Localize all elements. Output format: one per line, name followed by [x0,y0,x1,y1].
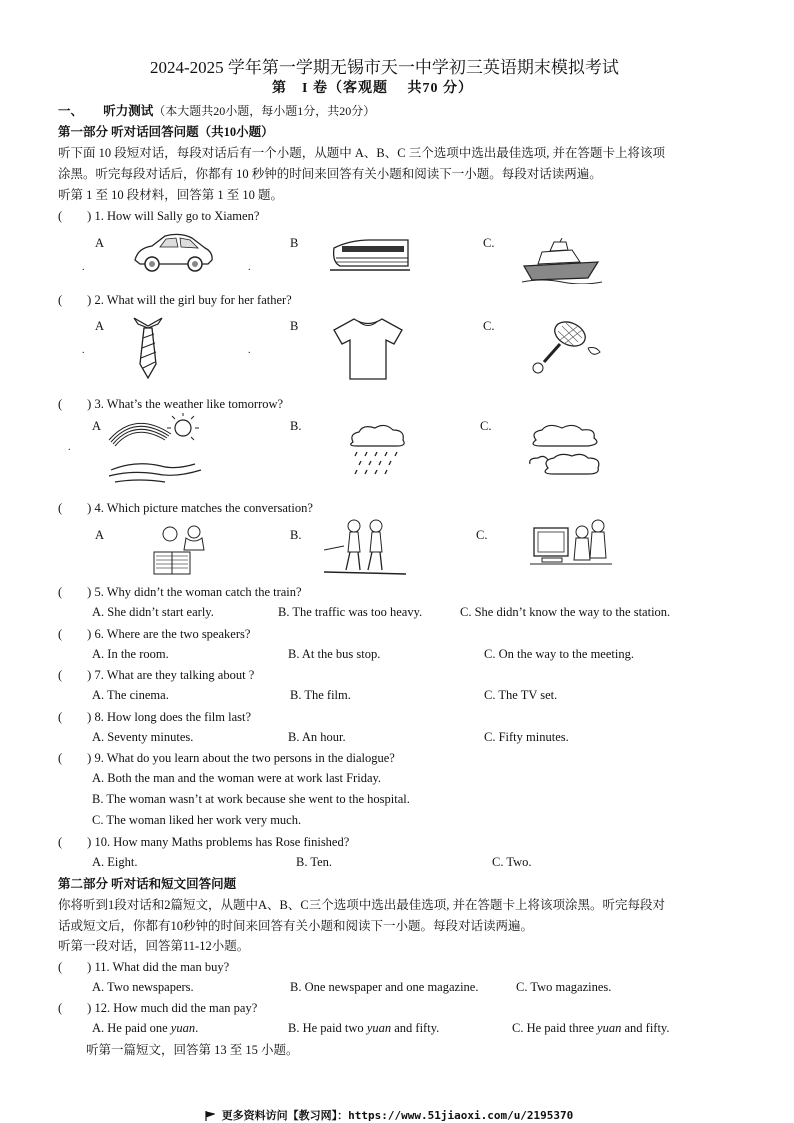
yuan-word: yuan [597,1021,622,1035]
section-heading [58,103,375,119]
q7-option-c: C. The TV set. [484,688,558,702]
part2-instruction-4: 听第一篇短文，回答第 13 至 15 小题。 [86,1043,299,1057]
question-text: 12. How much did the man pay? [94,1001,258,1015]
option-tail: and fifty. [621,1021,670,1035]
question-text: 1. How will Sally go to Xiamen? [94,209,260,223]
question-text: 8. How long does the film last? [94,710,252,724]
part1-title: 第一部分 听对话回答问题（共10小题） [58,125,274,139]
section-note: （本大题共20小题，每小题1分，共20分） [153,104,376,118]
car-image [130,230,215,275]
q6-option-c: C. On the way to the meeting. [484,647,634,661]
walking-people-image [324,518,406,580]
question-1 [58,208,259,224]
q12-option-c [512,1021,670,1036]
q1-option-b-label: B [290,236,299,250]
q2-option-c-label: C. [483,319,495,333]
question-7 [58,667,254,683]
answer-paren[interactable]: ( ) [58,835,92,849]
question-text: 6. Where are the two speakers? [94,627,251,641]
exam-subtitle: 第 I 卷（客观题 共70 分） [272,81,473,96]
question-8 [58,709,251,725]
q3-option-b-label: B. [290,419,302,433]
question-text: 5. Why didn’t the woman catch the train? [94,585,302,599]
answer-paren[interactable]: ( ) [58,751,92,765]
answer-paren[interactable]: ( ) [58,585,92,599]
exam-title: 2024-2025 学年第一学期无锡市天一中学初三英语期末模拟考试 [150,58,619,77]
section-title: 听力测试 [103,104,154,118]
q5-option-c: C. She didn’t know the way to the station. [460,605,671,619]
question-text: 4. Which picture matches the conversation? [94,501,313,515]
answer-paren[interactable]: ( ) [58,293,92,307]
q4-option-b-label: B. [290,528,302,542]
footer-text[interactable]: 更多资料访问【教习网】：https://www.51jiaoxi.com/u/2195370 [221,1109,574,1122]
answer-paren[interactable]: ( ) [58,1001,92,1015]
q8-option-c: C. Fifty minutes. [484,730,569,744]
answer-paren[interactable]: ( ) [58,960,92,974]
part2-title: 第二部分 听对话和短文回答问题 [58,877,237,891]
q12-option-a [92,1021,198,1036]
q9-option-a: A. Both the man and the woman were at work last Friday. [92,771,382,785]
q11-option-a: A. Two newspapers. [92,980,194,994]
question-9 [58,750,395,766]
reading-people-image [150,522,212,582]
q1-option-c-label: C. [483,236,495,250]
train-image [330,234,412,274]
q5-option-a: A. She didn’t start early. [92,605,214,619]
q1-option-a-label: A [95,236,105,250]
option-text: A. He paid one [92,1021,171,1035]
question-2 [58,292,292,308]
yuan-word: yuan [170,1021,196,1035]
question-11 [58,959,229,975]
tie-image [128,316,168,382]
dot-mark: . [248,262,251,273]
question-text: 9. What do you learn about the two persons in the dialogue? [94,751,395,765]
part1-instruction-3: 听第 1 至 10 段材料，回答第 1 至 10 题。 [58,188,284,202]
part1-instruction-2: 涂黑。听完每段对话后，你都有 10 秒钟的时间来回答有关小题和阅读下一小题。每段对话读两遍。 [58,167,602,181]
q10-option-b: B. Ten. [296,855,333,869]
q7-option-a: A. The cinema. [92,688,169,702]
q11-option-c: C. Two magazines. [516,980,612,994]
question-text: 2. What will the girl buy for her father? [94,293,292,307]
answer-paren[interactable]: ( ) [58,668,92,682]
q12-option-b [288,1021,439,1036]
question-text: 7. What are they talking about ? [94,668,255,682]
question-text: 3. What’s the weather like tomorrow? [94,397,284,411]
yuan-word: yuan [366,1021,392,1035]
computer-people-image [530,518,612,574]
q8-option-b: B. An hour. [288,730,346,744]
answer-paren[interactable]: ( ) [58,627,92,641]
dot-mark: . [82,262,85,273]
part1-instruction-1: 听下面 10 段短对话，每段对话后有一个小题，从题中 A、B、C 三个选项中选出最佳选项, 并在答题卡上将该项 [58,146,665,160]
question-4 [58,500,313,516]
part2-instruction-3: 听第一段对话，回答第11-12小题。 [58,939,250,953]
question-text: 10. How many Maths problems has Rose finished? [94,835,350,849]
rain-cloud-image [345,424,409,482]
q4-option-c-label: C. [476,528,488,542]
part2-instruction-1: 你将听到1段对话和2篇短文，从题中A、B、C三个选项中选出最佳选项, 并在答题卡上将该项涂黑。听完每段对 [58,898,665,912]
q2-option-b-label: B [290,319,299,333]
option-tail: . [195,1021,199,1035]
ship-image [522,238,602,284]
q9-option-b: B. The woman wasn’t at work because she went to the hospital. [92,792,410,806]
q2-option-a-label: A [95,319,105,333]
footer-link[interactable] [205,1107,573,1123]
option-text: C. He paid three [512,1021,598,1035]
q6-option-a: A. In the room. [92,647,169,661]
dot-mark: . [248,345,251,356]
answer-paren[interactable]: ( ) [58,397,92,411]
answer-paren[interactable]: ( ) [58,501,92,515]
t-shirt-image [330,316,406,382]
question-3 [58,396,283,412]
q11-option-b: B. One newspaper and one magazine. [290,980,479,994]
answer-paren[interactable]: ( ) [58,710,92,724]
question-5 [58,584,302,600]
answer-paren[interactable]: ( ) [58,209,92,223]
section-number: 一、 [58,104,84,118]
q4-option-a-label: A [95,528,105,542]
q10-option-a: A. Eight. [92,855,138,869]
q7-option-b: B. The film. [290,688,351,702]
option-tail: and fifty. [391,1021,440,1035]
question-10 [58,834,349,850]
question-6 [58,626,250,642]
q10-option-c: C. Two. [492,855,532,869]
rainbow-sun-windy-image [105,412,205,490]
q3-option-a-label: A [92,419,102,433]
q5-option-b: B. The traffic was too heavy. [278,605,423,619]
question-text: 11. What did the man buy? [94,960,230,974]
tennis-racket-image [522,318,612,378]
flag-icon [205,1111,215,1121]
question-12 [58,1000,257,1016]
part2-instruction-2: 话或短文后，你都有10秒钟的时间来回答有关小题和阅读下一小题。每段对话读两遍。 [58,919,534,933]
dot-mark: . [68,442,71,453]
q6-option-b: B. At the bus stop. [288,647,381,661]
q3-option-c-label: C. [480,419,492,433]
q9-option-c: C. The woman liked her work very much. [92,813,302,827]
q8-option-a: A. Seventy minutes. [92,730,194,744]
dot-mark: . [82,345,85,356]
clouds-image [526,424,608,484]
option-text: B. He paid two [288,1021,367,1035]
